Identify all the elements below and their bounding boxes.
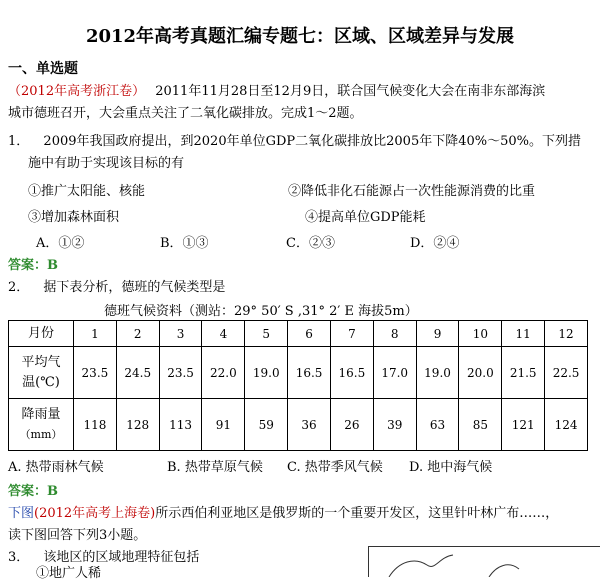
- temp-cell: 20.0: [459, 347, 502, 399]
- temp-cell: 24.5: [116, 347, 159, 399]
- q1-text-2: 施中有助于实现该目标的有: [28, 156, 185, 171]
- temp-cell: 23.5: [159, 347, 202, 399]
- q1-item-3: ③增加森林面积: [28, 210, 120, 225]
- table-row-rainfall: [9, 399, 588, 451]
- climate-table: [8, 320, 588, 451]
- temp-cell: 22.5: [545, 347, 588, 399]
- month-cell: 10: [459, 321, 502, 347]
- q1-option-b: B．①③: [160, 236, 209, 251]
- rain-cell: 26: [330, 399, 373, 451]
- table-row-temperature: [9, 347, 588, 399]
- rain-cell: 113: [159, 399, 202, 451]
- intro-line-1: [8, 80, 545, 99]
- rain-cell: 118: [74, 399, 117, 451]
- month-cell: 9: [416, 321, 459, 347]
- month-cell: 1: [74, 321, 117, 347]
- rain-cell: 124: [545, 399, 588, 451]
- rain-header: [9, 399, 74, 451]
- q1-answer: 答案：B: [8, 258, 58, 273]
- q1-item-4: ④提高单位GDP能耗: [305, 210, 426, 225]
- rain-cell: 91: [202, 399, 245, 451]
- q2-stem: [8, 276, 225, 295]
- month-cell: 4: [202, 321, 245, 347]
- temp-cell: 16.5: [288, 347, 331, 399]
- intro-text-1: 2011年11月28日至12月9日，联合国气候变化大会在南非东部海滨: [155, 84, 546, 99]
- q1-item-2: ②降低非化石能源占一次性能源消费的比重: [288, 184, 536, 199]
- q2-option-d: D. 地中海气候: [409, 460, 493, 475]
- month-cell: 2: [116, 321, 159, 347]
- rain-cell: 63: [416, 399, 459, 451]
- q2-text: 据下表分析，德班的气候类型是: [43, 280, 226, 295]
- rain-cell: 59: [245, 399, 288, 451]
- month-cell: 12: [545, 321, 588, 347]
- q2-number: 2．: [8, 280, 30, 295]
- section-heading: 一、单选题: [8, 61, 78, 77]
- temp-cell: 22.0: [202, 347, 245, 399]
- month-cell: 3: [159, 321, 202, 347]
- temp-header: [9, 347, 74, 399]
- table-row-months: [9, 321, 588, 347]
- q3-text: 该地区的区域地理特征包括: [43, 550, 200, 565]
- q1-text-1: 2009年我国政府提出，到2020年单位GDP二氧化碳排放比2005年下降40%～50%。下列措: [43, 134, 582, 149]
- rain-cell: 39: [373, 399, 416, 451]
- rain-cell: 36: [288, 399, 331, 451]
- passage-text-1: 所示西伯利亚地区是俄罗斯的一个重要开发区，这里针叶林广布……，: [155, 506, 559, 521]
- temp-cell: 16.5: [330, 347, 373, 399]
- q1-option-a: A．①②: [36, 236, 85, 251]
- rain-header-line-1: 降雨量: [21, 406, 61, 422]
- temp-header-line-2: 温(℃): [22, 374, 60, 390]
- rain-cell: 85: [459, 399, 502, 451]
- q1-stem-1: [8, 130, 581, 149]
- siberia-map-figure: [368, 546, 600, 577]
- temp-header-line-1: 平均气: [21, 354, 61, 370]
- q2-option-c: C. 热带季风气候: [287, 460, 383, 475]
- month-cell: 11: [502, 321, 545, 347]
- passage-line-1: [8, 502, 558, 521]
- month-cell: 5: [245, 321, 288, 347]
- rain-cell: 128: [116, 399, 159, 451]
- rain-header-line-2: （mm）: [19, 427, 63, 441]
- intro-text-2: 城市德班召开，大会重点关注了二氧化碳排放。完成1～2题。: [8, 106, 363, 121]
- intro-source: （2012年高考浙江卷）: [8, 84, 146, 99]
- month-cell: 8: [373, 321, 416, 347]
- q1-item-1: ①推广太阳能、核能: [28, 184, 146, 199]
- month-header: 月份: [9, 321, 74, 347]
- q1-number: 1．: [8, 134, 30, 149]
- temp-cell: 19.0: [416, 347, 459, 399]
- temp-cell: 23.5: [74, 347, 117, 399]
- q3-number: 3．: [8, 550, 30, 565]
- q2-option-b: B. 热带草原气候: [167, 460, 263, 475]
- passage-text-2: 读下图回答下列3小题。: [8, 528, 147, 543]
- temp-cell: 17.0: [373, 347, 416, 399]
- month-cell: 7: [330, 321, 373, 347]
- temp-cell: 21.5: [502, 347, 545, 399]
- q2-option-a: A. 热带雨林气候: [8, 460, 104, 475]
- table-caption: 德班气候资料（测站：29° 50′ S ,31° 2′ E 海拔5m）: [104, 304, 418, 319]
- page-title: 2012年高考真题汇编专题七：区域、区域差异与发展: [85, 26, 515, 47]
- rain-cell: 121: [502, 399, 545, 451]
- q2-answer: 答案：B: [8, 484, 58, 499]
- month-cell: 6: [288, 321, 331, 347]
- q3-item-1: ①地广人稀: [36, 566, 102, 581]
- passage-source: (2012年高考上海卷): [34, 506, 156, 521]
- temp-cell: 19.0: [245, 347, 288, 399]
- passage-prefix: 下图: [8, 506, 35, 521]
- q1-option-c: C．②③: [286, 236, 335, 251]
- map-outline-icon: [369, 547, 600, 577]
- q1-option-d: D．②④: [410, 236, 460, 251]
